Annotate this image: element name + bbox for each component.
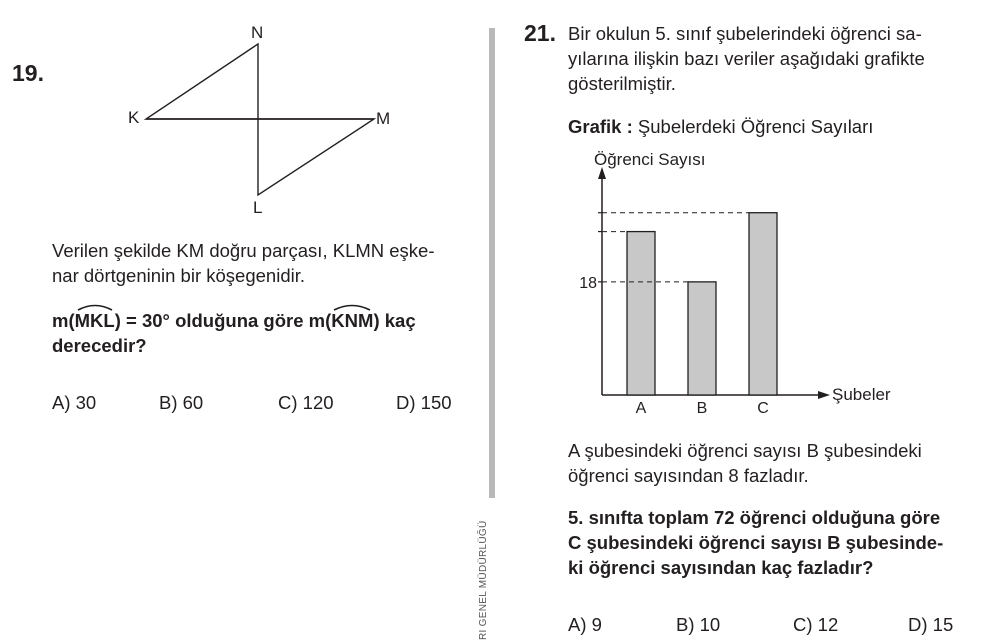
x-axis-label: Şubeler (832, 385, 891, 404)
angle-knm-label: KNM (331, 310, 374, 331)
q21-question-line3: ki öğrenci sayısından kaç fazladır? (568, 557, 874, 578)
y-axis-label: Öğrenci Sayısı (594, 150, 706, 169)
chart-caption-prefix: Grafik : (568, 116, 633, 137)
q21-info-line2: öğrenci sayısından 8 fazladır. (568, 465, 809, 486)
q19-question (52, 308, 492, 358)
angle-hat-icon (75, 301, 115, 311)
vertex-l-label: L (253, 198, 263, 217)
q21-intro-line2: yılarına ilişkin bazı veriler aşağıdaki grafikte (568, 48, 925, 69)
q19-question-line2: derecedir? (52, 335, 147, 356)
q21-intro (568, 21, 998, 96)
bar-b (688, 282, 716, 395)
q19-choice-b[interactable]: B) 60 (159, 392, 204, 413)
q21-intro-line3: gösterilmiştir. (568, 73, 676, 94)
chart-caption (568, 114, 873, 139)
q21-choice-d[interactable]: D) 15 (908, 614, 954, 635)
column-divider (489, 28, 495, 498)
vertex-m-label: M (376, 109, 391, 128)
q19-statement-line2: nar dörtgeninin bir köşegenidir. (52, 265, 305, 286)
q19-choice-d[interactable]: D) 150 (396, 392, 452, 413)
vertex-k-label: K (128, 108, 140, 127)
q21-intro-line1: Bir okulun 5. sınıf şubelerindeki öğrenci sa- (568, 23, 922, 44)
angle-hat-icon (331, 301, 373, 311)
side-publisher-text: RI GENEL MÜDÜRLÜĞÜ (478, 520, 489, 640)
q19-statement (52, 238, 492, 288)
q21-choice-c[interactable]: C) 12 (793, 614, 839, 635)
rhombus-figure (120, 18, 400, 218)
q21-info (568, 438, 998, 488)
angle-mkl-label: MKL (74, 310, 115, 331)
y-axis (598, 167, 606, 395)
y-tick-label-18: 18 (579, 274, 597, 292)
bar-a (627, 232, 655, 395)
q19-question-mid: ) = 30° olduğuna göre m (114, 310, 326, 331)
question-21-number: 21. (524, 20, 556, 46)
q19-m1: m (52, 310, 69, 331)
q21-choice-a[interactable]: A) 9 (568, 614, 602, 635)
bars-layer (579, 213, 777, 417)
q19-statement-line1: Verilen şekilde KM doğru parçası, KLMN eşke- (52, 240, 435, 261)
q21-question-line1: 5. sınıfta toplam 72 öğrenci olduğuna göre (568, 507, 941, 528)
question-19-number: 19. (12, 60, 44, 86)
x-axis-arrow-icon (818, 391, 830, 399)
q21-info-line1: A şubesindeki öğrenci sayısı B şubesindeki (568, 440, 922, 461)
bar-chart (560, 145, 920, 417)
q21-question (568, 505, 1004, 580)
q19-choice-a[interactable]: A) 30 (52, 392, 97, 413)
x-tick-label-c: C (757, 400, 769, 417)
angle-knm (331, 308, 373, 333)
vertex-n-label: N (251, 23, 264, 42)
q21-question-line2: C şubesindeki öğrenci sayısı B şubesinde- (568, 532, 944, 553)
bar-c (749, 213, 777, 395)
angle-mkl (75, 308, 115, 333)
x-tick-label-a: A (635, 400, 647, 417)
q19-choice-c[interactable]: C) 120 (278, 392, 334, 413)
q19-question-line1: m( MKL) = 30° olduğuna göre m( KNM) kaç (52, 308, 492, 333)
q21-choice-b[interactable]: B) 10 (676, 614, 721, 635)
q19-question-end: ) kaç (373, 310, 416, 331)
chart-caption-text: Şubelerdeki Öğrenci Sayıları (637, 116, 874, 137)
x-tick-label-b: B (696, 400, 708, 417)
